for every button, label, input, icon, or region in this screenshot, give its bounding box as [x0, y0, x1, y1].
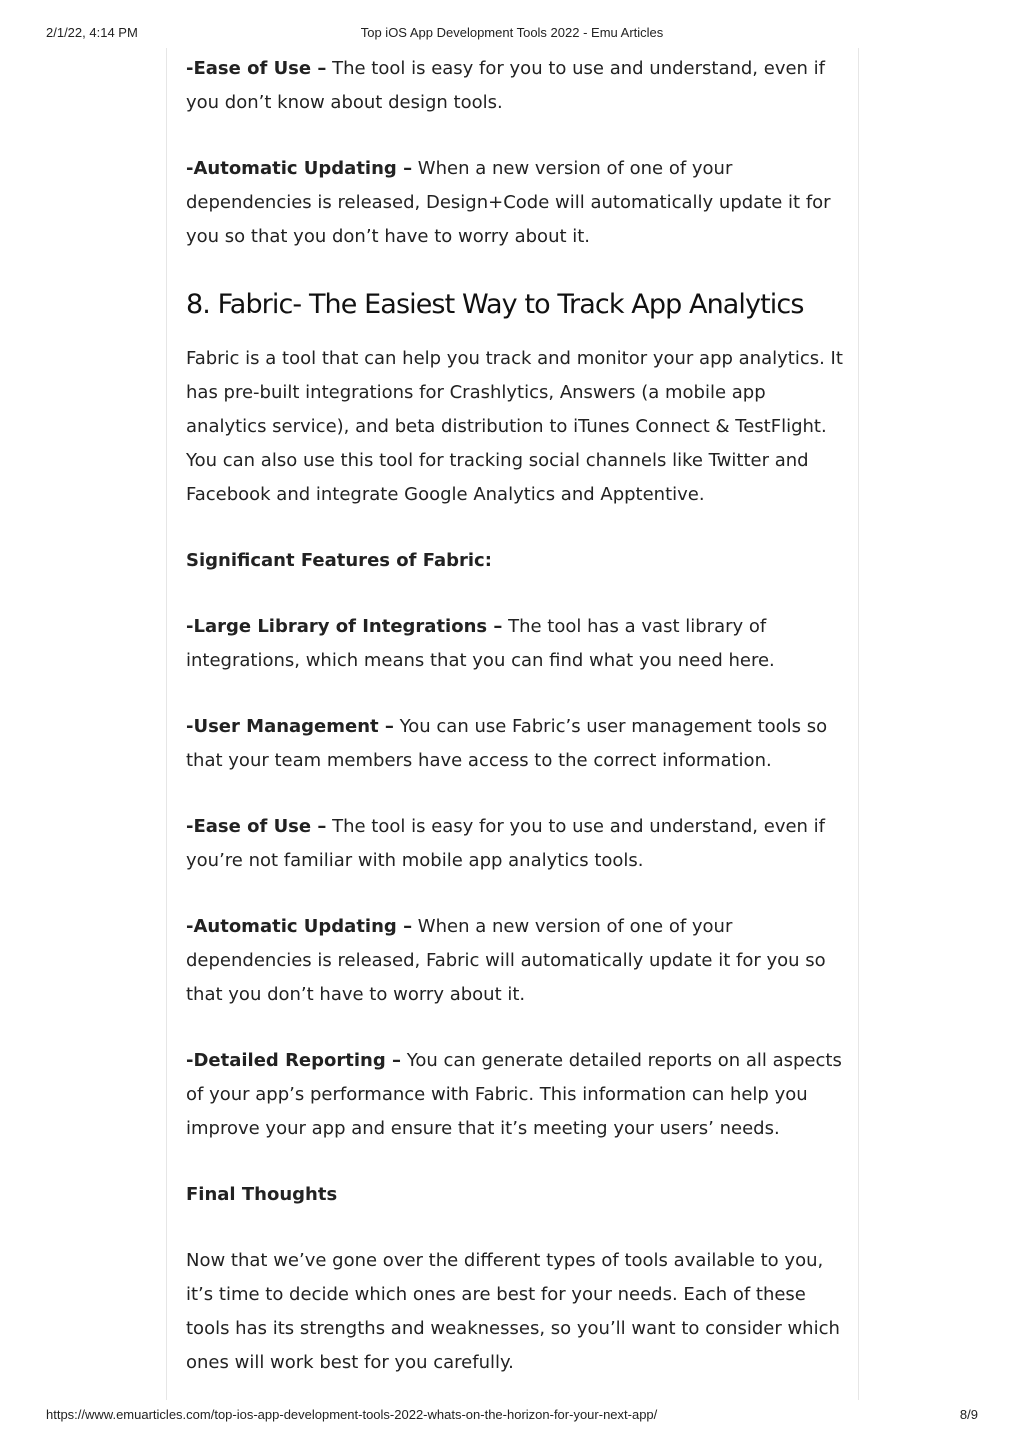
feature-label: -Large Library of Integrations – [186, 616, 503, 637]
feature-automatic-updating [186, 910, 846, 1012]
print-datetime: 2/1/22, 4:14 PM [46, 25, 138, 40]
feature-label: -Ease of Use – [186, 58, 327, 79]
feature-detailed-reporting [186, 1044, 846, 1146]
paragraph-ease-of-use [186, 52, 846, 120]
feature-ease-of-use [186, 810, 846, 878]
feature-label: -Automatic Updating – [186, 158, 413, 179]
print-header [0, 25, 1024, 43]
final-thoughts-title [186, 1178, 846, 1212]
feature-label: -Detailed Reporting – [186, 1050, 402, 1071]
features-title-text: Significant Features of Fabric: [186, 550, 492, 571]
content-left-border [166, 48, 167, 1400]
fabric-intro: Fabric is a tool that can help you track and monitor your app analytics. It has pre-built integrations for Crashlytics, Answers (a mobile app analytics service), and beta distribution to iTunes Connect & TestFlight. You can also use this tool for tracking social channels like Twitter and Facebook and integrate Google Analytics and Apptentive. [186, 348, 843, 505]
feature-text: When a new version of one of your dependencies is released, Fabric will automatically update it for you so that you don’t have to worry about it. [186, 916, 826, 1005]
feature-large-library [186, 610, 846, 678]
print-footer [0, 1407, 1024, 1425]
feature-user-management [186, 710, 846, 778]
print-url: https://www.emuarticles.com/top-ios-app-development-tools-2022-whats-on-the-horizon-for-your-next-app/ [46, 1407, 658, 1422]
content-right-border [858, 48, 859, 1400]
feature-text: You can use Fabric’s user management tools so that your team members have access to the correct information. [186, 716, 828, 771]
feature-label: -User Management – [186, 716, 394, 737]
feature-text: The tool is easy for you to use and understand, even if you don’t know about design tools. [186, 58, 826, 113]
print-page-title: Top iOS App Development Tools 2022 - Emu Articles [360, 25, 664, 40]
feature-text: The tool is easy for you to use and understand, even if you’re not familiar with mobile app analytics tools. [186, 816, 826, 871]
final-thoughts-title-text: Final Thoughts [186, 1184, 338, 1205]
feature-label: -Ease of Use – [186, 816, 327, 837]
feature-text: You can generate detailed reports on all aspects of your app’s performance with Fabric. This information can help you improve your app and ensure that it’s meeting your users’ needs. [186, 1050, 842, 1139]
feature-text: The tool has a vast library of integrations, which means that you can find what you need here. [186, 616, 775, 671]
section-heading: 8. Fabric- The Easiest Way to Track App Analytics [186, 289, 804, 320]
paragraph-automatic-updating [186, 152, 846, 254]
final-thoughts-text: Now that we’ve gone over the different types of tools available to you, it’s time to decide which ones are best for your needs. Each of these tools has its strengths and weaknesses, so you’ll want to consider which ones will work best for you carefully. [186, 1250, 840, 1373]
feature-label: -Automatic Updating – [186, 916, 413, 937]
print-page-number: 8/9 [959, 1407, 978, 1422]
article-body [186, 52, 846, 1412]
features-title [186, 544, 846, 578]
feature-text: When a new version of one of your dependencies is released, Design+Code will automatically update it for you so that you don’t have to worry about it. [186, 158, 831, 247]
